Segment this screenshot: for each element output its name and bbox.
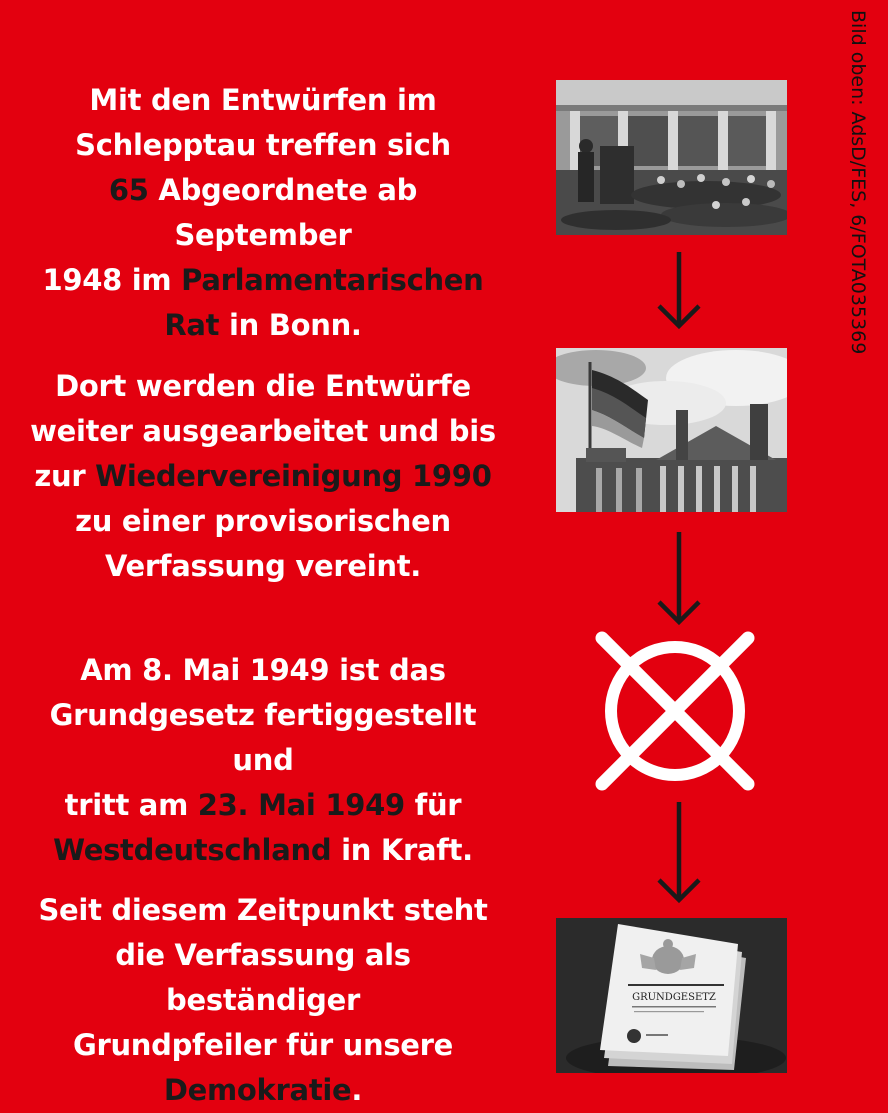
text-segment: Seit diesem Zeitpunkt steht [38,893,488,927]
text-segment: tritt am [64,788,198,822]
text-segment: Dort werden die Entwürfe [55,369,471,403]
photo-reichstag [556,348,787,512]
text-segment: Mit den Entwürfen im [89,83,437,117]
text-segment: zu einer provisorischen [75,504,451,538]
paragraph-entwuerfe [18,364,508,589]
image-credit: Bild oben: AdsD/FES, 6/FOTA035369 [847,10,869,355]
arrow-down-icon [652,800,706,908]
arrow-down-icon [652,250,706,334]
ballot-cross-icon [590,626,760,800]
photo-parlamentarischer-rat [556,80,787,235]
text-segment: Verfassung vereint. [105,549,421,583]
book-title: GRUNDGESETZ [632,992,716,1003]
highlighted-text: Rat [164,308,220,342]
text-segment: Am 8. Mai 1949 ist das [80,653,446,687]
text-segment: weiter ausgearbeitet und bis [30,414,496,448]
text-segment: in Kraft. [331,833,473,867]
text-segment: zur [34,459,96,493]
highlighted-text: Westdeutschland [53,833,332,867]
text-segment: Schlepptau treffen sich [75,128,451,162]
highlighted-text: 65 [108,173,149,207]
text-segment: für [404,788,462,822]
photo-grundgesetz-booklet [556,918,787,1073]
highlighted-text: 23. Mai 1949 [197,788,405,822]
paragraph-grundgesetz-inkraft [18,648,508,873]
text-segment: Abgeordnete ab September [148,173,418,252]
text-segment: Grundgesetz fertiggestellt und [49,698,477,777]
arrow-down-icon [652,530,706,630]
highlighted-text: Wiedervereinigung 1990 [95,459,492,493]
text-segment: in Bonn. [219,308,362,342]
paragraph-grundpfeiler [18,888,508,1113]
text-segment: . [351,1073,363,1107]
text-segment: die Verfassung als beständiger [115,938,411,1017]
highlighted-text: Demokratie [163,1073,352,1107]
highlighted-text: Parlamentarischen [181,263,484,297]
text-segment: Grundpfeiler für unsere [72,1028,454,1062]
paragraph-parlamentarischer-rat [18,78,508,348]
text-segment: 1948 im [42,263,182,297]
